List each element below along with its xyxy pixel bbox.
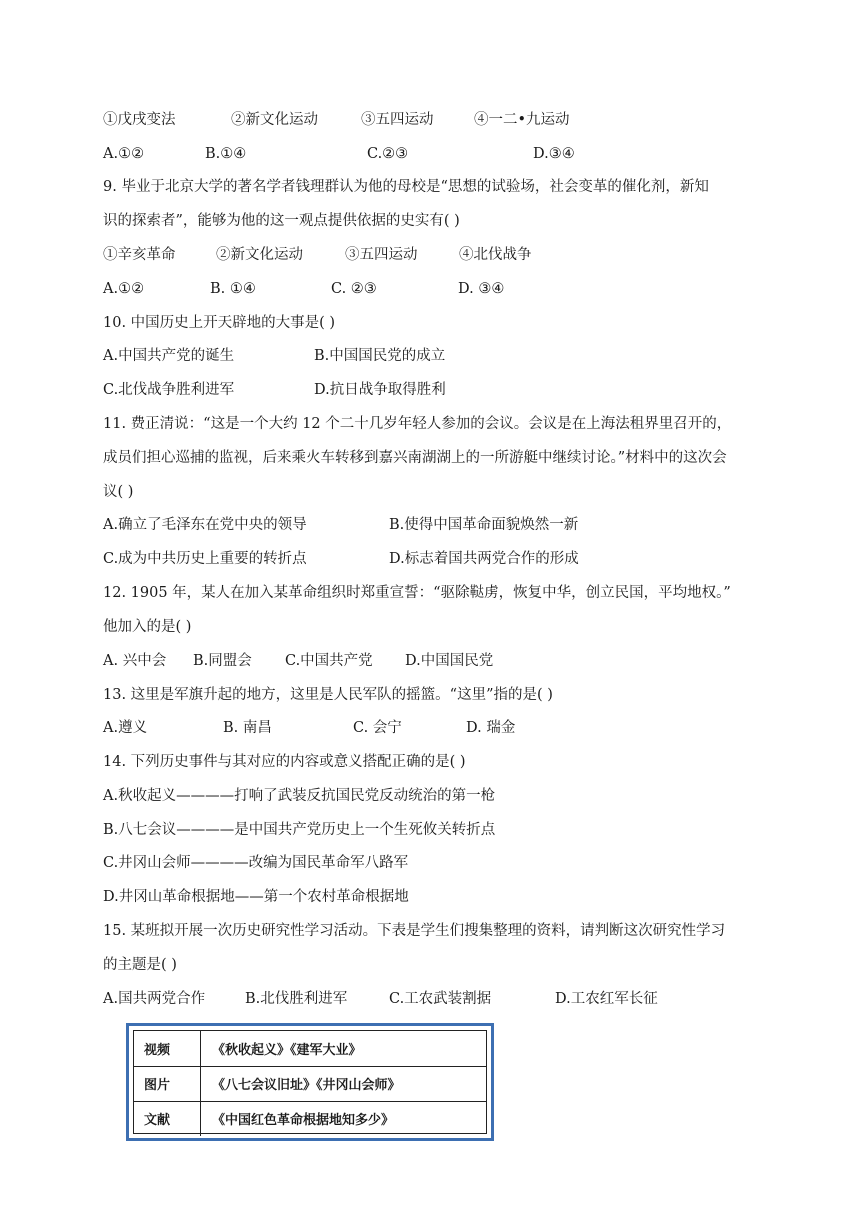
q15-stem-line-2: 的主题是( ) <box>103 957 177 973</box>
q11-stem-line-2: 成员们担心巡捕的监视，后来乘火车转移到嘉兴南湖湖上的一所游艇中继续讨论。”材料中的这次会 <box>103 450 727 466</box>
q10-choice-a: A.中国共产党的诞生 <box>103 348 235 364</box>
q14-stem: 14. 下列历史事件与其对应的内容或意义搭配正确的是( ) <box>103 754 466 770</box>
q8-choice-a: A.①② <box>103 146 145 162</box>
q13-choice-d: D. 瑞金 <box>466 720 516 736</box>
table-row <box>134 1066 486 1102</box>
table-row <box>134 1031 486 1067</box>
q14-choice-a: A.秋收起义————打响了武装反抗国民党反动统治的第一枪 <box>103 788 496 804</box>
q9-choice-c: C. ②③ <box>331 281 377 297</box>
q8-choice-c: C.②③ <box>367 146 409 162</box>
q12-choice-a: A. 兴中会 <box>103 653 167 669</box>
q9-option-2: ②新文化运动 <box>216 247 303 263</box>
q10-choice-d: D.抗日战争取得胜利 <box>314 382 446 398</box>
table-cell-type: 图片 <box>134 1066 201 1101</box>
q8-option-1: ①戊戌变法 <box>103 112 176 128</box>
table-cell-type: 文献 <box>134 1101 201 1136</box>
q11-choice-b: B.使得中国革命面貌焕然一新 <box>389 517 579 533</box>
q12-choice-b: B.同盟会 <box>193 653 252 669</box>
q15-stem-line-1: 15. 某班拟开展一次历史研究性学习活动。下表是学生们搜集整理的资料，请判断这次研究性学习 <box>103 923 726 939</box>
q12-stem-line-2: 他加入的是( ) <box>103 619 192 635</box>
table-row <box>134 1101 486 1136</box>
q9-option-1: ①辛亥革命 <box>103 247 176 263</box>
q8-option-2: ②新文化运动 <box>231 112 318 128</box>
q13-choice-a: A.遵义 <box>103 720 148 736</box>
q9-choice-b: B. ①④ <box>210 281 256 297</box>
table-cell-content: 《中国红色革命根据地知多少》 <box>212 1113 395 1128</box>
q12-choice-c: C.中国共产党 <box>285 653 373 669</box>
q8-option-3: ③五四运动 <box>361 112 434 128</box>
q9-option-4: ④北伐战争 <box>459 247 532 263</box>
q13-stem: 13. 这里是军旗升起的地方，这里是人民军队的摇篮。“这里”指的是( ) <box>103 687 553 703</box>
q10-stem: 10. 中国历史上开天辟地的大事是( ) <box>103 315 336 331</box>
q13-choice-c: C. 会宁 <box>353 720 402 736</box>
q15-choice-c: C.工农武装割据 <box>389 991 492 1007</box>
q9-choice-d: D. ③④ <box>458 281 505 297</box>
q13-choice-b: B. 南昌 <box>223 720 272 736</box>
q15-choice-b: B.北伐胜利进军 <box>245 991 348 1007</box>
table-cell-content: 《秋收起义》《建军大业》 <box>212 1043 362 1058</box>
q10-choice-b: B.中国国民党的成立 <box>314 348 446 364</box>
table-cell-type: 视频 <box>134 1031 201 1066</box>
q15-choice-a: A.国共两党合作 <box>103 991 206 1007</box>
q12-choice-d: D.中国国民党 <box>405 653 494 669</box>
q15-choice-d: D.工农红军长征 <box>555 991 658 1007</box>
q10-choice-c: C.北伐战争胜利进军 <box>103 382 235 398</box>
q11-choice-d: D.标志着国共两党合作的形成 <box>389 551 579 567</box>
q11-choice-a: A.确立了毛泽东在党中央的领导 <box>103 517 307 533</box>
q9-option-3: ③五四运动 <box>345 247 418 263</box>
q9-stem-line-2: 识的探索者”，能够为他的这一观点提供依据的史实有( ) <box>103 213 460 229</box>
q11-stem-line-3: 议( ) <box>103 484 134 500</box>
q12-stem-line-1: 12. 1905 年，某人在加入某革命组织时郑重宣誓：“驱除鞑虏，恢复中华，创立民国，平均地权。” <box>103 585 731 601</box>
q8-choice-b: B.①④ <box>205 146 247 162</box>
q15-materials-table <box>126 1023 494 1141</box>
q8-option-4: ④一二•九运动 <box>474 112 570 128</box>
q9-stem-line-1: 9. 毕业于北京大学的著名学者钱理群认为他的母校是“思想的试验场，社会变革的催化剂，新知 <box>103 179 709 195</box>
q11-choice-c: C.成为中共历史上重要的转折点 <box>103 551 307 567</box>
q8-choice-d: D.③④ <box>533 146 575 162</box>
q14-choice-c: C.井冈山会师————改编为国民革命军八路军 <box>103 855 409 871</box>
q11-stem-line-1: 11. 费正清说：“这是一个大约 12 个二十几岁年轻人参加的会议。会议是在上海法租界里召开的， <box>103 416 732 432</box>
q14-choice-d: D.井冈山革命根据地——第一个农村革命根据地 <box>103 889 409 905</box>
q9-choice-a: A.①② <box>103 281 145 297</box>
q14-choice-b: B.八七会议————是中国共产党历史上一个生死攸关转折点 <box>103 822 496 838</box>
table-cell-content: 《八七会议旧址》《井冈山会师》 <box>212 1078 401 1093</box>
